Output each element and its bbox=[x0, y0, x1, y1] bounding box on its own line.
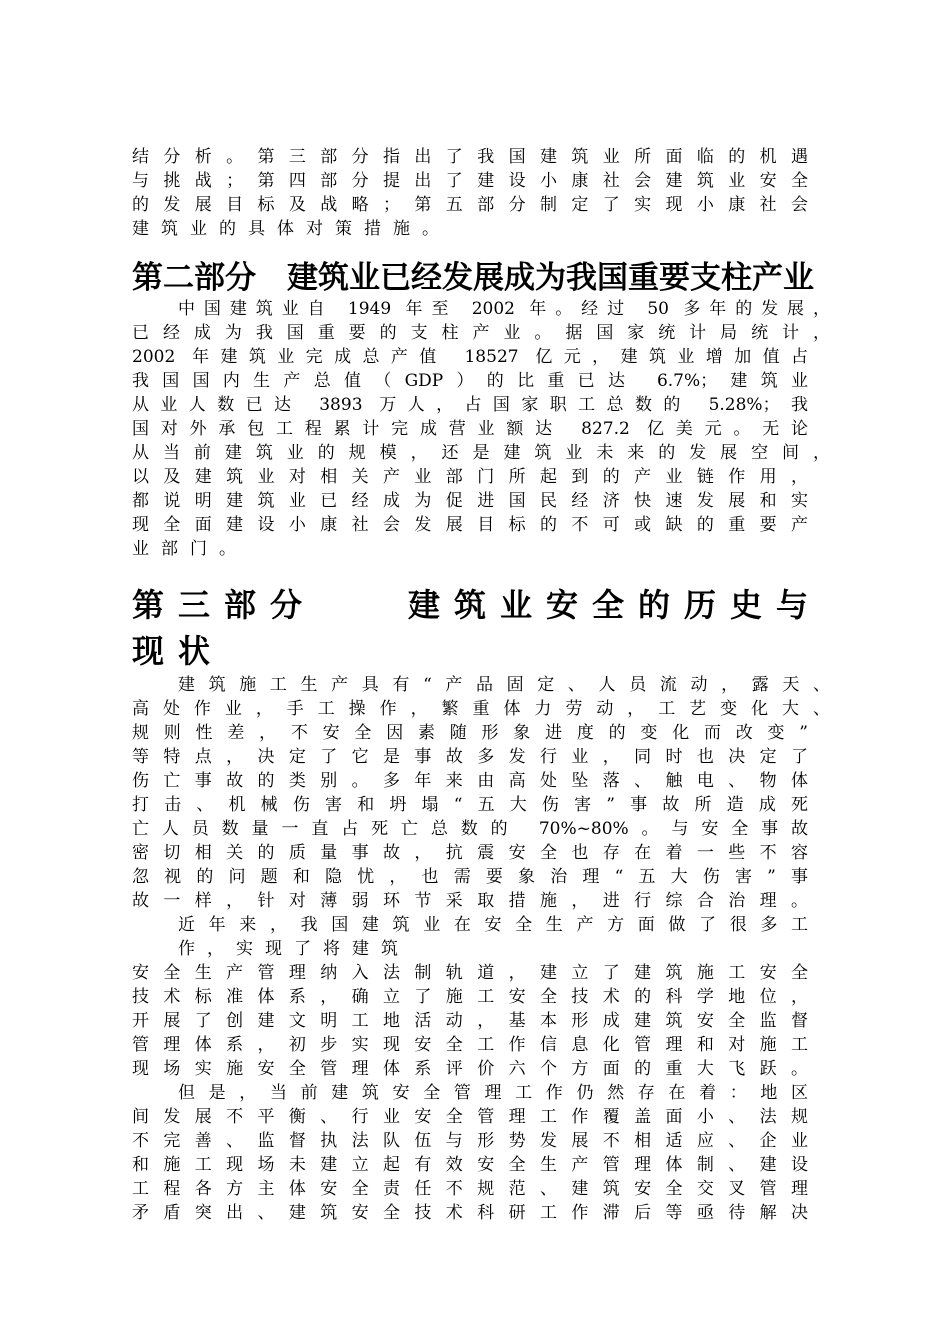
part3-para1-line: 密切相关的质量事故，抗震安全也存在着一些不容 bbox=[132, 843, 808, 863]
part2-heading: 第二部分 建筑业已经发展成为我国重要支柱产业 bbox=[132, 260, 814, 296]
part2-line: 现全面建设小康社会发展目标的不可或缺的重要产 bbox=[132, 515, 808, 535]
part3-para3-line: 工程各方主体安全责任不规范、建筑安全交叉管理 bbox=[132, 1179, 808, 1199]
part2-line: 国对外承包工程累计完成营业额达 827.2 亿美元。无论 bbox=[132, 419, 808, 439]
part3-para1-line: 忽视的问题和隐忧，也需要象治理“五大伤害”事 bbox=[132, 867, 808, 887]
part3-para1-line: 规则性差，不安全因素随形象进度的变化而改变” bbox=[132, 723, 808, 743]
part2-line: 中国建筑业自 1949 年至 2002 年。经过 50 多年的发展， bbox=[178, 299, 830, 319]
part3-para1-line: 故一样，针对薄弱环节采取措施，进行综合治理。 bbox=[132, 891, 808, 911]
intro-line: 的发展目标及战略；第五部分制定了实现小康社会 bbox=[132, 195, 808, 215]
part3-para1-line: 打击、机械伤害和坍塌“五大伤害”事故所造成死 bbox=[132, 795, 808, 815]
part3-para1-line: 伤亡事故的类别。多年来由高处坠落、触电、物体 bbox=[132, 771, 808, 791]
part3-para2-line: 作，实现了将建筑 bbox=[178, 939, 410, 959]
part3-para3-line: 但是，当前建筑安全管理工作仍然存在着：地区 bbox=[178, 1083, 808, 1103]
part3-para2-line: 现场实施安全管理体系评价六个方面的重大飞跃。 bbox=[132, 1059, 808, 1079]
part3-para2-line: 管理体系，初步实现安全工作信息化管理和对施工 bbox=[132, 1035, 808, 1055]
part3-para1-line: 建筑施工生产具有“产品固定、人员流动，露天、 bbox=[178, 675, 830, 695]
part2-line: 业部门。 bbox=[132, 539, 248, 559]
part3-heading: 第三部分 建筑业安全的历史与 bbox=[132, 586, 808, 624]
intro-line: 与挑战；第四部分提出了建设小康社会建筑业安全 bbox=[132, 171, 808, 191]
part3-para3-line: 不完善、监督执法队伍与形势发展不相适应、企业 bbox=[132, 1131, 808, 1151]
part2-line: 都说明建筑业已经成为促进国民经济快速发展和实 bbox=[132, 491, 808, 511]
part3-para2-line: 开展了创建文明工地活动，基本形成建筑安全监督 bbox=[132, 1011, 808, 1031]
part2-line: 2002 年建筑业完成总产值 18527 亿元，建筑业增加值占 bbox=[132, 347, 808, 367]
intro-line: 建筑业的具体对策措施。 bbox=[132, 219, 451, 239]
part2-line: 已经成为我国重要的支柱产业。据国家统计局统计， bbox=[132, 323, 830, 343]
part2-line: 我国国内生产总值（GDP）的比重已达 6.7%；建筑业 bbox=[132, 371, 808, 391]
part3-para1-line: 亡人员数量一直占死亡总数的 70%~80%。与安全事故 bbox=[132, 819, 808, 839]
part2-line: 从业人数已达 3893 万人，占国家职工总数的 5.28%；我 bbox=[132, 395, 808, 415]
part3-heading-continued: 现状 bbox=[132, 632, 225, 670]
part3-para2-line: 技术标准体系，确立了施工安全技术的科学地位， bbox=[132, 987, 808, 1007]
part3-para2-line: 安全生产管理纳入法制轨道，建立了建筑施工安全 bbox=[132, 963, 808, 983]
part3-para1-line: 等特点，决定了它是事故多发行业，同时也决定了 bbox=[132, 747, 808, 767]
intro-line: 结分析。第三部分指出了我国建筑业所面临的机遇 bbox=[132, 147, 808, 167]
part3-para2-line: 近年来，我国建筑业在安全生产方面做了很多工 bbox=[178, 915, 808, 935]
part3-para3-line: 间发展不平衡、行业安全管理工作覆盖面小、法规 bbox=[132, 1107, 808, 1127]
part2-line: 从当前建筑业的规模，还是建筑业未来的发展空间， bbox=[132, 443, 830, 463]
part3-para3-line: 和施工现场未建立起有效安全生产管理体制、建设 bbox=[132, 1155, 808, 1175]
part2-line: 以及建筑业对相关产业部门所起到的产业链作用， bbox=[132, 467, 808, 487]
part3-para3-line: 矛盾突出、建筑安全技术科研工作滞后等亟待解决 bbox=[132, 1203, 808, 1223]
part3-para1-line: 高处作业，手工操作，繁重体力劳动，工艺变化大、 bbox=[132, 699, 830, 719]
